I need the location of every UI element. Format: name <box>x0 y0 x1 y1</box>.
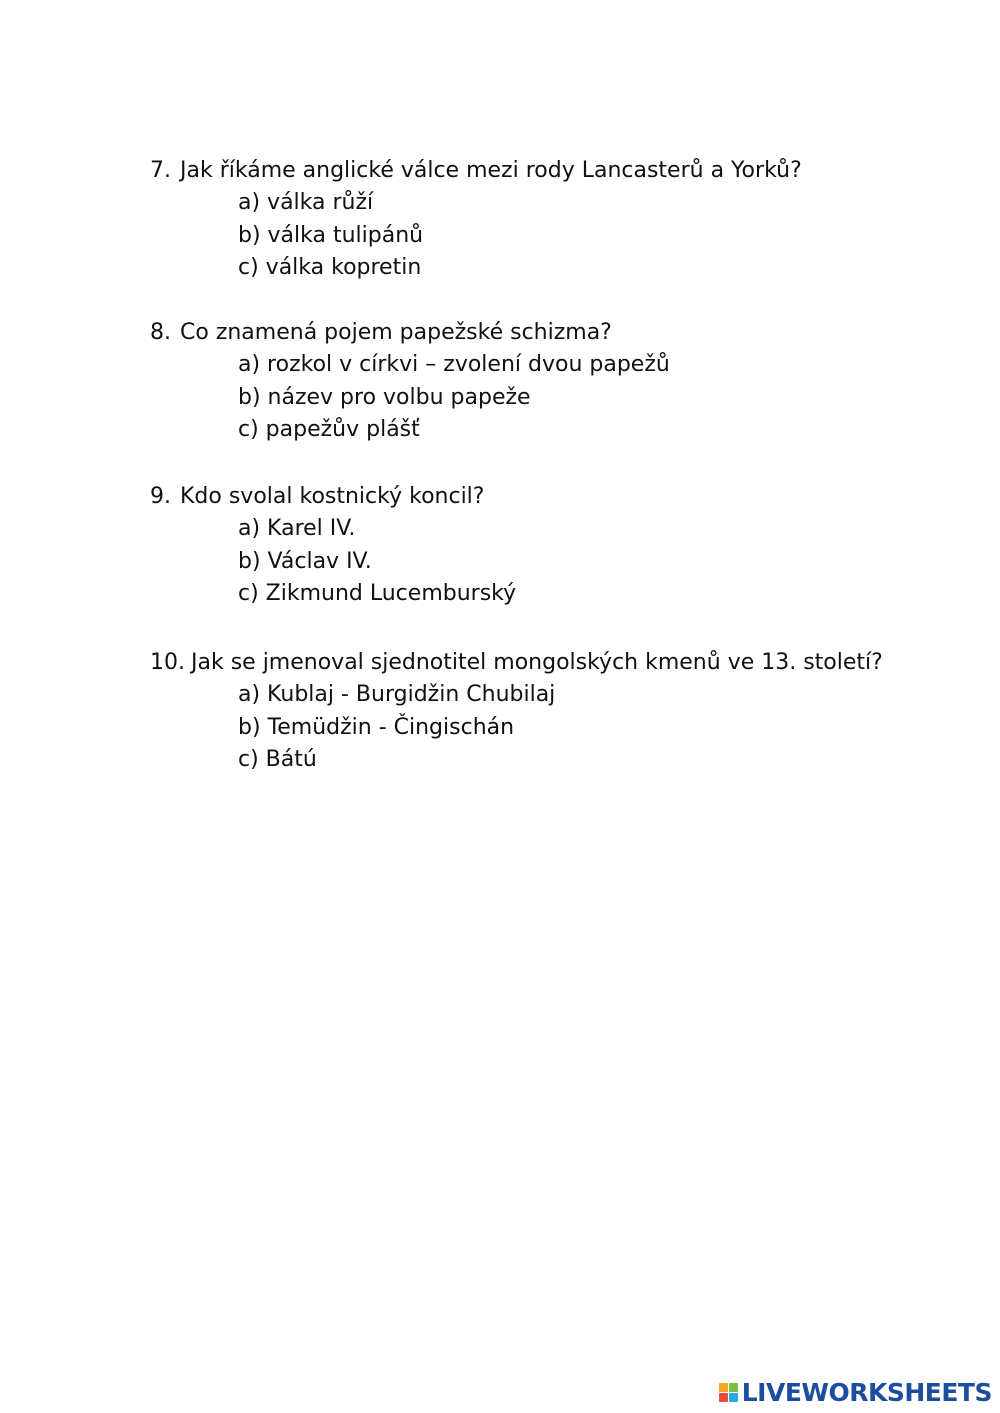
answer-option-b[interactable]: b) název pro volbu papeže <box>238 384 531 410</box>
answer-option-b[interactable]: b) Temüdžin - Čingischán <box>238 714 515 740</box>
question-text: Co znamená pojem papežské schizma? <box>180 320 612 345</box>
logo-square-red <box>719 1393 728 1402</box>
liveworksheets-logo-icon <box>719 1383 738 1402</box>
question-text: Kdo svolal kostnický koncil? <box>180 484 485 509</box>
liveworksheets-logo[interactable] <box>719 1378 992 1407</box>
logo-text: LIVEWORKSHEETS <box>741 1378 992 1407</box>
answer-option-c[interactable]: c) Bátú <box>238 747 317 772</box>
logo-square-blue <box>729 1393 738 1402</box>
question-10 <box>150 646 950 777</box>
question-8 <box>150 316 950 447</box>
logo-square-orange <box>719 1383 728 1392</box>
answer-option-c[interactable]: c) Zikmund Lucemburský <box>238 581 517 606</box>
answer-option-a[interactable]: a) rozkol v církvi – zvolení dvou papežů <box>238 352 670 377</box>
question-line <box>150 154 950 187</box>
question-number: 7. <box>150 158 171 183</box>
answer-option-b[interactable]: b) válka tulipánů <box>238 222 424 248</box>
answer-option-c[interactable]: c) papežův plášť <box>238 417 420 442</box>
question-text: Jak říkáme anglické válce mezi rody Lancasterů a Yorků? <box>180 158 802 183</box>
answer-option-a[interactable]: a) válka růží <box>238 190 374 215</box>
answer-option-c[interactable]: c) válka kopretin <box>238 255 422 280</box>
question-line <box>150 480 950 513</box>
logo-square-green <box>729 1383 738 1392</box>
question-number: 8. <box>150 320 171 345</box>
answer-option-a[interactable]: a) Karel IV. <box>238 516 356 541</box>
question-number: 9. <box>150 484 171 509</box>
question-7 <box>150 154 950 285</box>
question-text: Jak se jmenoval sjednotitel mongolských kmenů ve 13. století? <box>191 650 883 675</box>
question-number: 10. <box>150 650 185 675</box>
answer-option-b[interactable]: b) Václav IV. <box>238 548 372 574</box>
question-line <box>150 646 950 679</box>
answer-option-a[interactable]: a) Kublaj - Burgidžin Chubilaj <box>238 682 556 707</box>
question-9 <box>150 480 950 611</box>
question-line <box>150 316 950 349</box>
